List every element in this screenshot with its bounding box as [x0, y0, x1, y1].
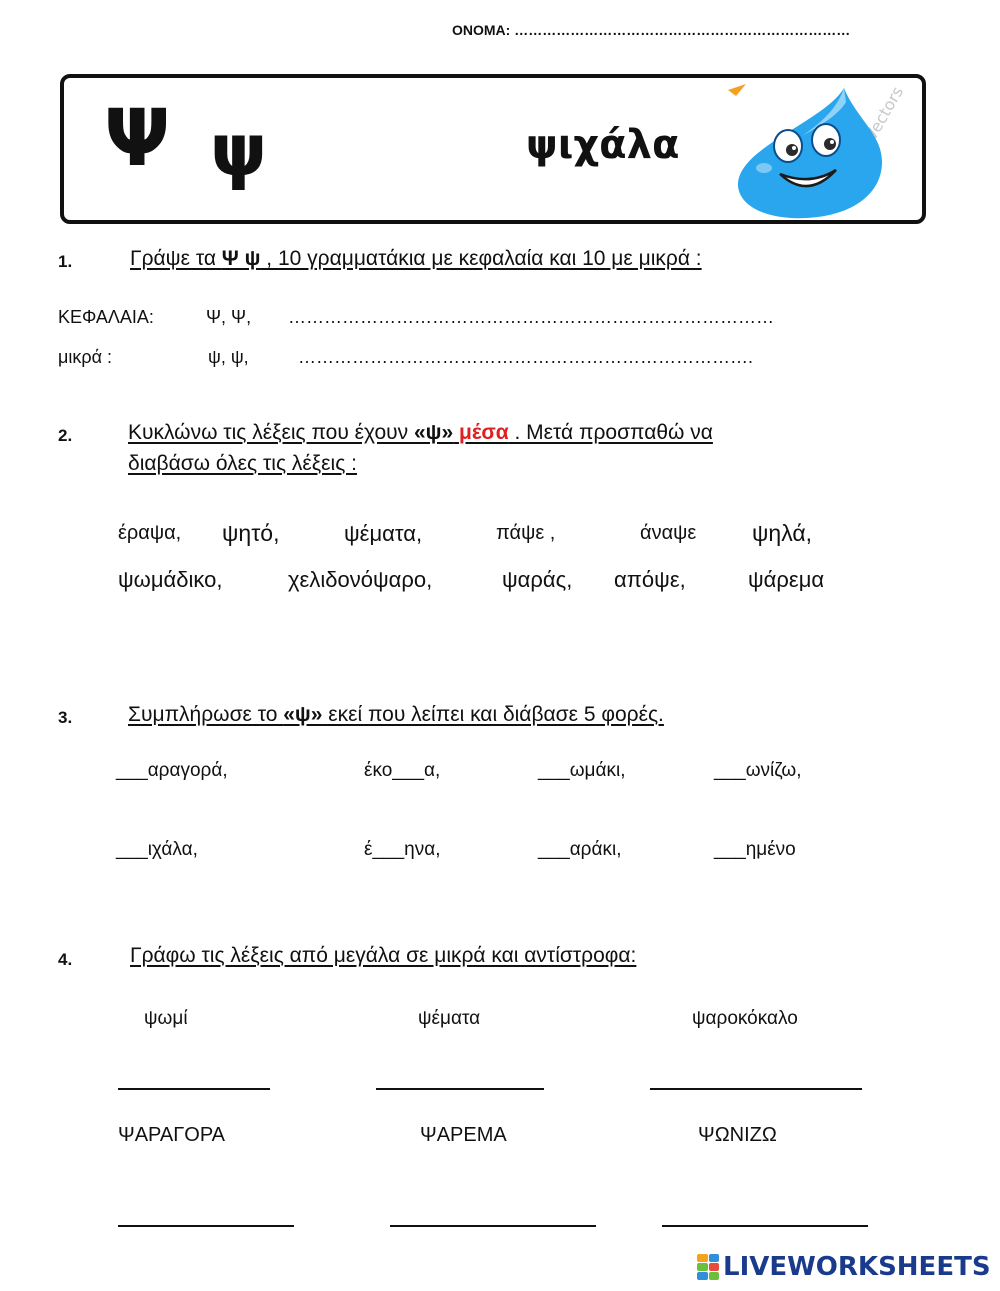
- header-box: [60, 74, 926, 224]
- q2-word[interactable]: χελιδονόψαρο,: [288, 567, 433, 592]
- q1-upper-seed: Ψ, Ψ,: [206, 307, 252, 327]
- q4-upper-word: ΨΩΝΙΖΩ: [698, 1124, 777, 1146]
- q3-blank-item[interactable]: ___ημένο: [714, 839, 796, 860]
- q3-blank-item[interactable]: ___αράκι,: [538, 839, 622, 860]
- q4-answer-line[interactable]: [390, 1225, 596, 1227]
- q3-blank-item[interactable]: ___ωμάκι,: [538, 760, 626, 781]
- q2-word[interactable]: ψηλά,: [752, 520, 813, 546]
- q3-blank-item[interactable]: έκο___α,: [364, 760, 441, 781]
- q1-lower-dots[interactable]: ………………………………………………………………….: [298, 347, 754, 367]
- q2-word[interactable]: άναψε: [640, 522, 697, 544]
- q2-word[interactable]: ψάρεμα: [748, 567, 825, 592]
- q2-word[interactable]: απόψε,: [614, 567, 686, 592]
- watermark-text: Vectors: [861, 83, 908, 144]
- q4-number: 4.: [58, 950, 73, 969]
- q4-lower-word: ψαροκόκαλο: [692, 1008, 798, 1029]
- q4-instruction: Γράφω τις λέξεις από μεγάλα σε μικρά και αντίστροφα:: [130, 944, 637, 967]
- q3-blank-item[interactable]: ___αραγορά,: [116, 760, 228, 781]
- q2-word[interactable]: πάψε ,: [496, 522, 556, 544]
- logo-text: LIVEWORKSHEETS: [723, 1252, 991, 1282]
- q3-number: 3.: [58, 708, 73, 727]
- q4-answer-line[interactable]: [376, 1088, 544, 1090]
- upper-letter: Ψ: [104, 94, 171, 184]
- q1-lower-label: μικρά :: [58, 347, 113, 367]
- logo-badge-icon: [697, 1254, 719, 1280]
- q1-instruction: Γράψε τα Ψ ψ , 10 γραμματάκια με κεφαλαία και 10 με μικρά :: [130, 247, 702, 270]
- q4-upper-word: ΨΑΡΑΓΟΡΑ: [118, 1124, 226, 1146]
- q4-answer-line[interactable]: [118, 1225, 294, 1227]
- q1-number: 1.: [58, 252, 73, 271]
- q2-number: 2.: [58, 426, 73, 445]
- q2-word[interactable]: ψαράς,: [502, 567, 573, 592]
- q1-upper-label: ΚΕΦΑΛΑΙΑ:: [58, 307, 154, 327]
- q4-upper-word: ΨΑΡΕΜΑ: [420, 1124, 507, 1146]
- q2-red-word: μέσα: [459, 421, 509, 444]
- water-drop-icon: [724, 82, 924, 220]
- title-word: ψιχάλα: [526, 122, 680, 168]
- q3-instruction: Συμπλήρωσε το «ψ» εκεί που λείπει και διάβασε 5 φορές.: [128, 703, 664, 726]
- liveworksheets-logo[interactable]: [697, 1252, 991, 1282]
- q3-blank-item[interactable]: ___ωνίζω,: [714, 760, 802, 781]
- q2-word[interactable]: έραψα,: [118, 522, 182, 544]
- q4-lower-word: ψωμί: [144, 1008, 188, 1029]
- q4-answer-line[interactable]: [118, 1088, 270, 1090]
- q3-blank-item[interactable]: ___ιχάλα,: [116, 839, 198, 860]
- q1-upper-dots[interactable]: ………………………………………………………………………: [288, 307, 774, 327]
- lower-letter: ψ: [210, 108, 268, 192]
- q4-answer-line[interactable]: [650, 1088, 862, 1090]
- q2-word[interactable]: ψέματα,: [344, 521, 423, 546]
- q2-instruction-line2: διαβάσω όλες τις λέξεις :: [128, 452, 358, 475]
- q2-instruction: Κυκλώνω τις λέξεις που έχουν «ψ» μέσα . Μετά προσπαθώ να: [128, 421, 713, 444]
- q1-lower-seed: ψ, ψ,: [208, 347, 249, 367]
- q4-answer-line[interactable]: [662, 1225, 868, 1227]
- q3-blank-item[interactable]: έ___ηνα,: [364, 839, 441, 860]
- q2-word[interactable]: ψωμάδικο,: [118, 567, 223, 592]
- name-field-label: ONOMA: ………………………………………………………………: [452, 22, 851, 38]
- q4-lower-word: ψέματα: [418, 1008, 481, 1029]
- q2-word[interactable]: ψητό,: [222, 520, 280, 546]
